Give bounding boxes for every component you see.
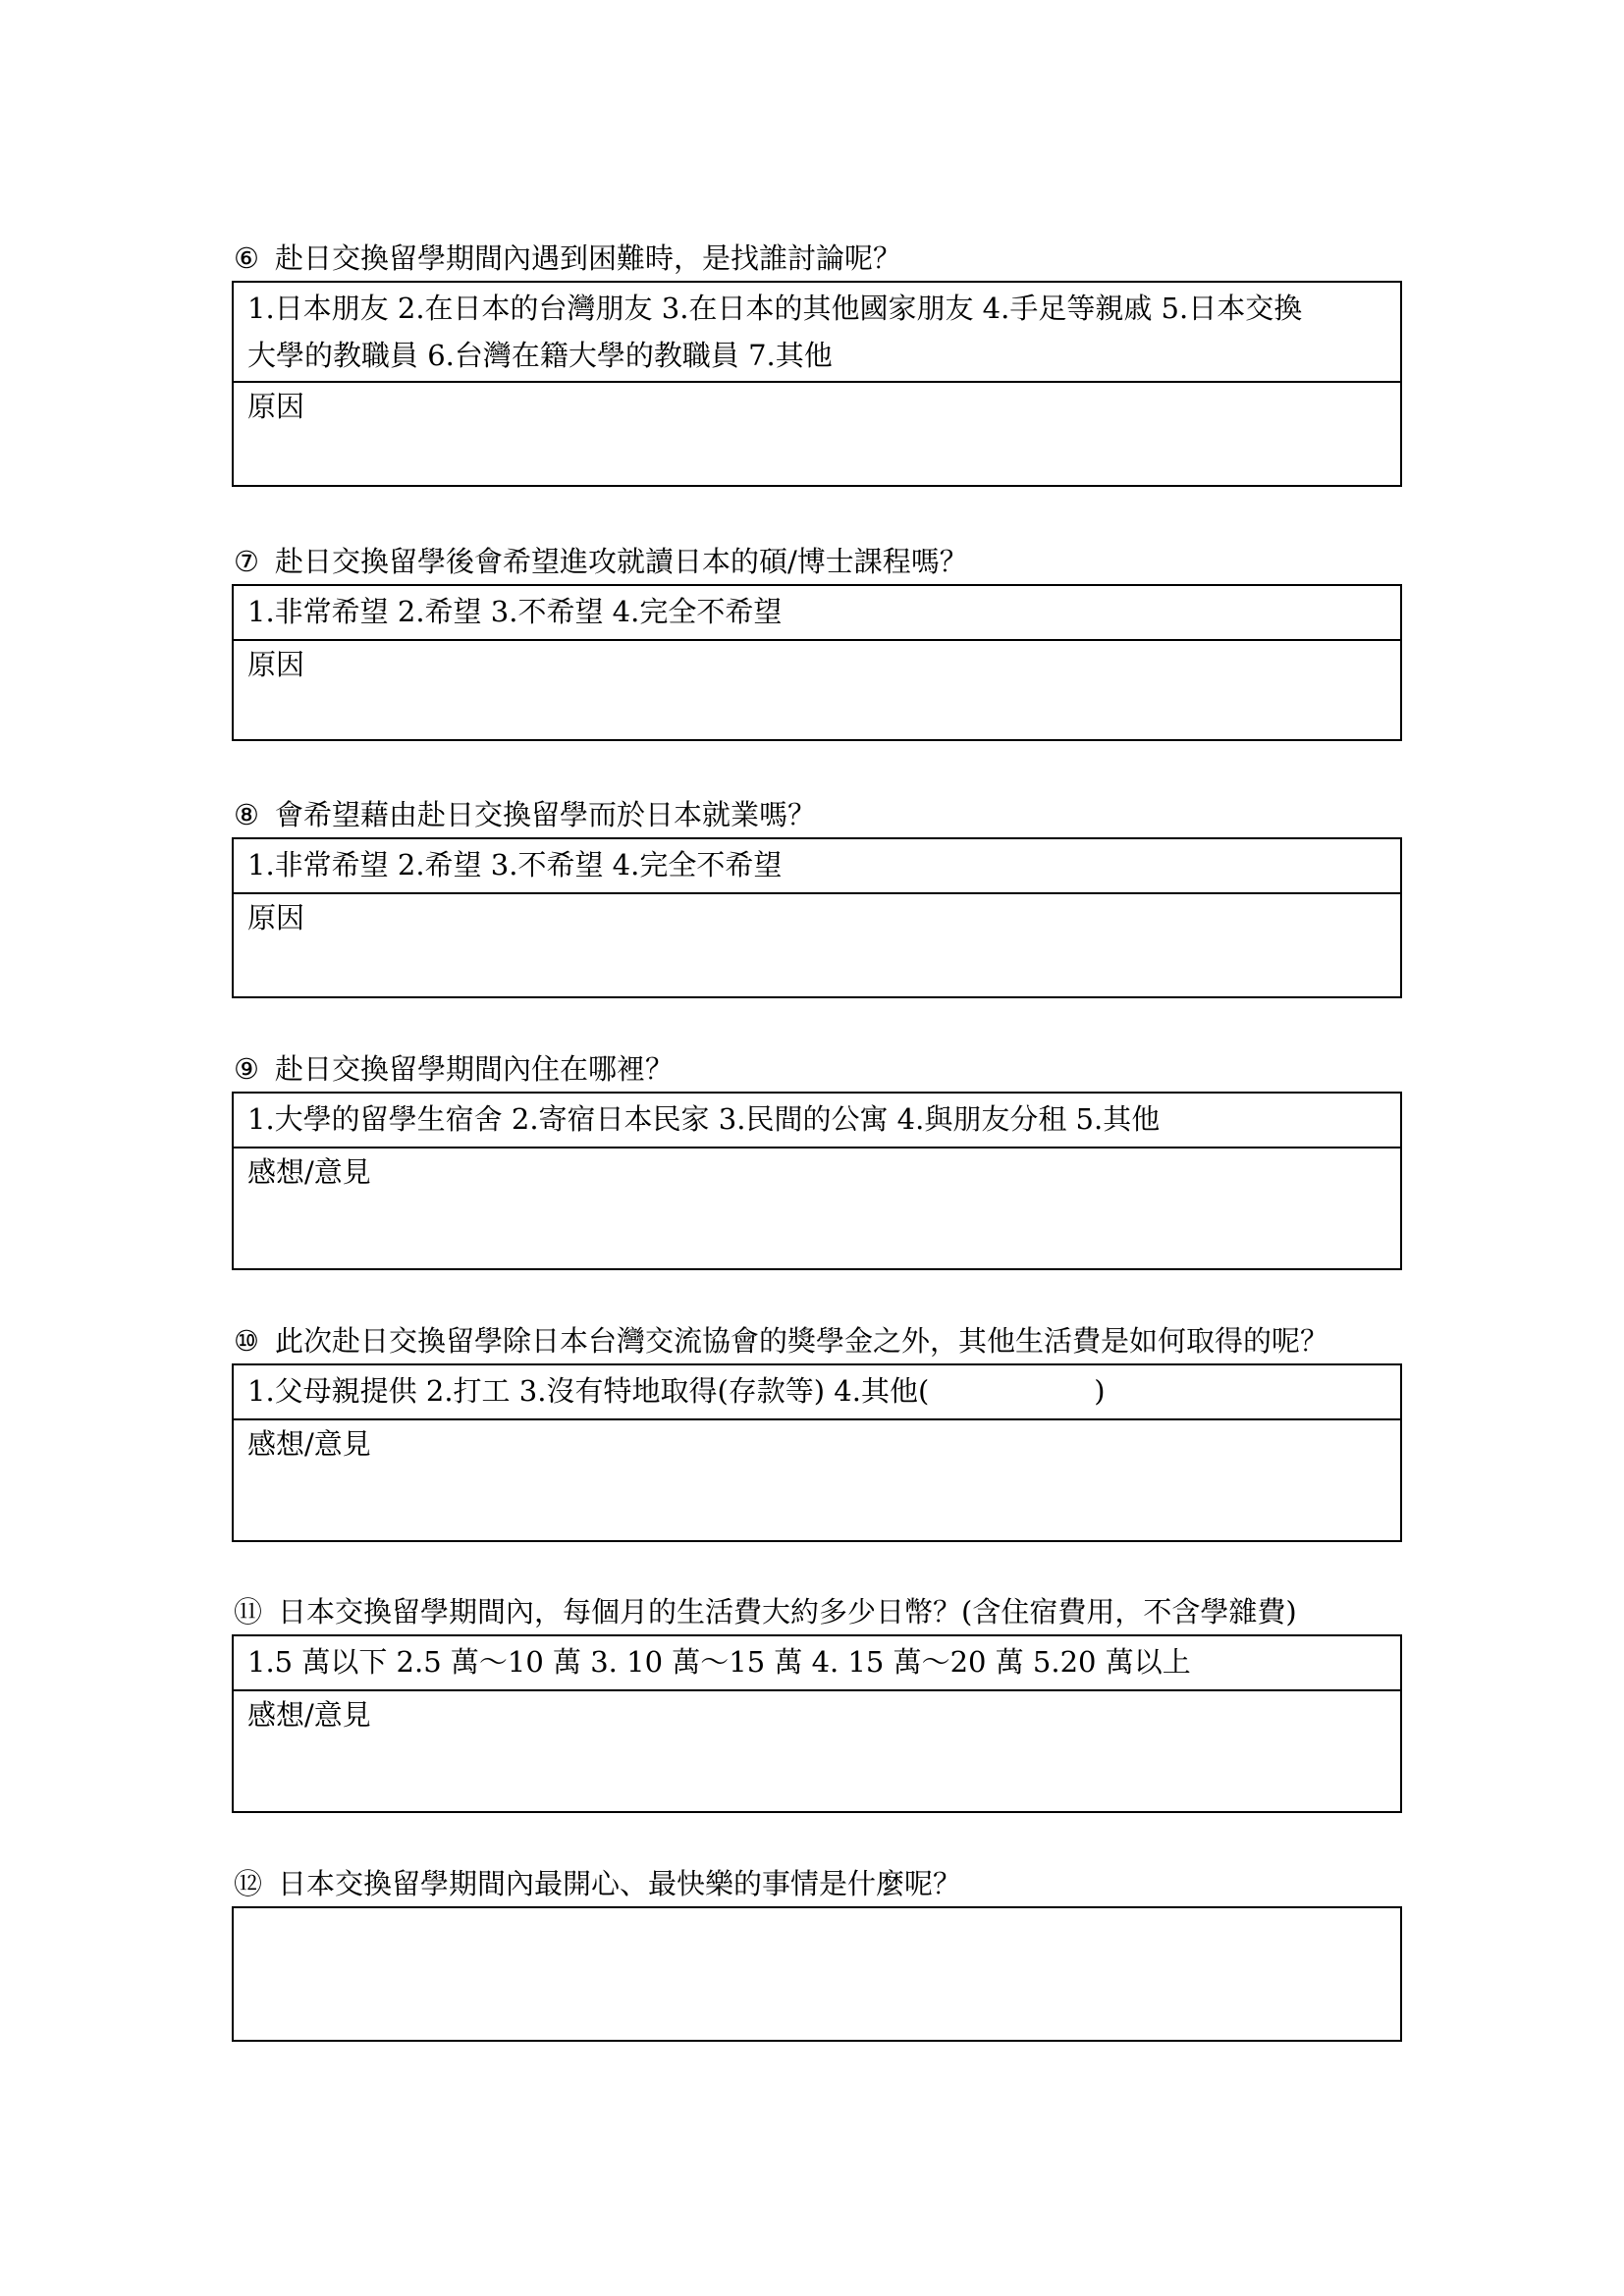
question-12 (232, 1865, 1402, 2042)
options-row: 1.大學的留學生宿舍 2.寄宿日本民家 3.民間的公寓 4.與朋友分租 5.其他 (234, 1094, 1400, 1148)
notes-field[interactable] (234, 383, 1400, 485)
notes-label: 感想/意見 (247, 1698, 371, 1732)
options-row: 1.5 萬以下 2.5 萬～10 萬 3. 10 萬～15 萬 4. 15 萬～20 萬 5.20 萬以上 (234, 1636, 1400, 1691)
answer-box[interactable] (232, 1906, 1402, 2042)
question-title (234, 543, 1402, 580)
answer-box (232, 1363, 1402, 1542)
options-close-paren: ) (1094, 1374, 1106, 1408)
options-line-1: 1.日本朋友 2.在日本的台灣朋友 3.在日本的其他國家朋友 4.手足等親戚 5.日本交換 (247, 292, 1303, 325)
question-text: 此次赴日交換留學除日本台灣交流協會的獎學金之外，其他生活費是如何取得的呢？ (275, 1324, 1329, 1358)
options-line-2: 大學的教職員 6.台灣在籍大學的教職員 7.其他 (247, 339, 833, 372)
notes-label: 感想/意見 (247, 1427, 371, 1461)
notes-field[interactable] (234, 1420, 1400, 1540)
question-title (234, 1322, 1402, 1360)
question-title (234, 240, 1402, 277)
notes-field[interactable] (234, 894, 1400, 996)
question-number: ⑪ (234, 1595, 263, 1629)
options-row (234, 1365, 1400, 1420)
question-10 (232, 1322, 1402, 1542)
notes-label: 感想/意見 (247, 1155, 371, 1189)
notes-field[interactable] (234, 1691, 1400, 1811)
question-11 (232, 1593, 1402, 1813)
question-number: ⑥ (234, 241, 259, 275)
answer-box (232, 1092, 1402, 1270)
options-row (234, 283, 1400, 383)
answer-box (232, 1634, 1402, 1813)
question-number: ⑦ (234, 545, 259, 578)
notes-field[interactable] (234, 641, 1400, 739)
question-number: ⑩ (234, 1324, 259, 1358)
notes-label: 原因 (247, 648, 305, 681)
question-text: 赴日交換留學期間內住在哪裡？ (275, 1052, 675, 1086)
question-title (234, 1050, 1402, 1088)
question-number: ⑧ (234, 798, 259, 831)
question-8 (232, 796, 1402, 998)
answer-box (232, 837, 1402, 998)
options-row: 1.非常希望 2.希望 3.不希望 4.完全不希望 (234, 586, 1400, 641)
question-6 (232, 240, 1402, 487)
notes-field[interactable] (234, 1148, 1400, 1268)
answer-box (232, 584, 1402, 741)
question-9 (232, 1050, 1402, 1270)
question-text: 會希望藉由赴日交換留學而於日本就業嗎？ (275, 798, 817, 831)
question-number: ⑫ (234, 1867, 263, 1900)
question-text: 日本交換留學期間內最開心、最快樂的事情是什麼呢？ (278, 1867, 962, 1900)
question-7 (232, 543, 1402, 741)
options-row: 1.非常希望 2.希望 3.不希望 4.完全不希望 (234, 839, 1400, 894)
answer-box (232, 281, 1402, 487)
notes-label: 原因 (247, 901, 305, 934)
question-text: 赴日交換留學後會希望進攻就讀日本的碩/博士課程嗎？ (275, 545, 968, 578)
notes-label: 原因 (247, 390, 305, 423)
question-title (234, 1593, 1402, 1630)
question-title (234, 796, 1402, 833)
question-text: 日本交換留學期間內，每個月的生活費大約多少日幣？(含住宿費用，不含學雜費) (278, 1595, 1297, 1629)
question-title (234, 1865, 1402, 1902)
question-number: ⑨ (234, 1052, 259, 1086)
question-text: 赴日交換留學期間內遇到困難時，是找誰討論呢？ (275, 241, 902, 275)
options-text: 1.父母親提供 2.打工 3.沒有特地取得(存款等) 4.其他( (247, 1374, 930, 1408)
